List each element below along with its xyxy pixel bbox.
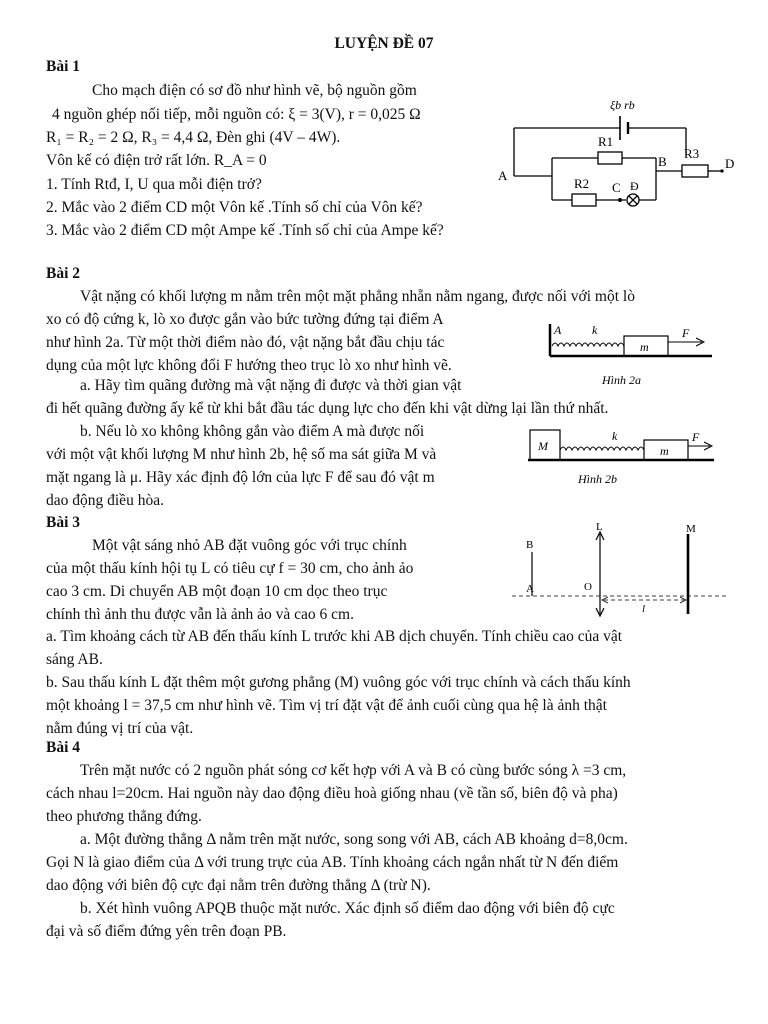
r3-label: R3 — [684, 146, 700, 161]
page-title: LUYỆN ĐỀ 07 — [334, 35, 434, 52]
bai4-line: cách nhau l=20cm. Hai nguồn này dao động điều hoà giống nhau (về tần số, biên độ và pha) — [46, 785, 618, 802]
bai2-line: với một vật khối lượng M như hình 2b, hệ số ma sát giữa M và — [46, 446, 437, 463]
bai3-line: một khoảng l = 37,5 cm như hình vẽ. Tìm vị trí đặt vật để ảnh cuối cùng qua hệ là ảnh thật — [46, 697, 607, 714]
bai3-line: nằm đúng vị trí của vật. — [46, 720, 194, 737]
fig2a-m-label: m — [640, 340, 649, 354]
bai4-line: Trên mặt nước có 2 nguồn phát sóng cơ kết hợp với A và B có cùng bước sóng λ =3 cm, — [80, 762, 627, 779]
bai4-line: a. Một đường thẳng Δ nằm trên mặt nước, song song với AB, cách AB khoảng d=8,0cm. — [80, 831, 628, 848]
bai1-heading: Bài 1 — [46, 58, 81, 75]
point-O-label: O — [584, 581, 592, 593]
bai3-line: chính thì ảnh thu được vẫn là ảnh ảo và cao 6 cm. — [46, 606, 354, 623]
node-c-label: C — [612, 180, 621, 195]
bai2-heading: Bài 2 — [46, 265, 81, 282]
fig2b-f-label: F — [692, 430, 700, 444]
r2-label: R2 — [574, 176, 590, 191]
bai2-line: a. Hãy tìm quãng đường mà vật nặng đi được và thời gian vật — [80, 377, 462, 394]
point-A-label: A — [526, 583, 534, 595]
bai3-heading: Bài 3 — [46, 514, 81, 531]
bai2-line: mặt ngang là μ. Hãy xác định độ lớn của lực F để sau đó vật m — [46, 469, 435, 486]
bai3-line: Một vật sáng nhỏ AB đặt vuông góc với trục chính — [92, 537, 407, 554]
fig2b-k-label: k — [612, 429, 618, 443]
fig2a-a-label: A — [554, 323, 562, 337]
node-b-label: B — [658, 154, 667, 169]
bai1-question: 1. Tính Rtđ, I, U qua mỗi điện trở? — [46, 176, 262, 193]
fig2b-m-label: m — [660, 444, 669, 458]
fig2a-caption: Hình 2a — [602, 373, 641, 387]
bai4-heading: Bài 4 — [46, 739, 81, 756]
fig2a-k-label: k — [592, 323, 598, 337]
bai2-line: dụng của một lực không đổi F hướng theo trục lò xo như hình vẽ. — [46, 357, 452, 374]
bai4-line: đại và số điểm đứng yên trên đoạn PB. — [46, 923, 287, 940]
bai3-line: cao 3 cm. Di chuyển AB một đoạn 10 cm dọc theo trục — [46, 583, 388, 600]
bai3-line: a. Tìm khoảng cách từ AB đến thấu kính L trước khi AB dịch chuyển. Tính chiều cao của vật — [46, 628, 623, 645]
bai3-line: của một thấu kính hội tụ L có tiêu cự f = 30 cm, cho ảnh ảo — [46, 560, 414, 577]
mirror-M-label: M — [686, 523, 696, 535]
bai2-line: xo có độ cứng k, lò xo được gắn vào bức tường đứng tại điểm A — [46, 311, 444, 328]
bai1-line: 4 nguồn ghép nối tiếp, mỗi nguồn có: ξ = 3(V), r = 0,025 Ω — [52, 106, 421, 123]
spring-figure-2b — [526, 426, 716, 488]
point-B-label: B — [526, 539, 534, 551]
bai1-line: Vôn kế có điện trở rất lớn. R_A = 0 — [46, 152, 267, 169]
bai4-line: dao động với biên độ cực đại nằm trên đường thẳng Δ (trừ N). — [46, 877, 431, 894]
bai2-line: đi hết quãng đường ấy kể từ khi bắt đầu tác dụng lực cho đến khi vật dừng lại lần thứ nhất. — [46, 400, 609, 417]
node-d-label: D — [725, 156, 735, 171]
node-d-dot — [720, 169, 723, 172]
source-label: ξb rb — [610, 98, 635, 112]
fig2b-caption: Hình 2b — [578, 472, 617, 486]
lamp-label: Đ — [630, 179, 639, 193]
r1-label: R1 — [598, 134, 614, 149]
spring-figure-2a — [546, 320, 716, 392]
bai2-line: như hình 2a. Từ một thời điểm nào đó, vật nặng bắt đầu chịu tác — [46, 334, 445, 351]
bai1-line: Cho mạch điện có sơ đồ như hình vẽ, bộ nguồn gồm — [92, 82, 417, 99]
fig2a-f-label: F — [682, 326, 690, 340]
bai3-line: b. Sau thấu kính L đặt thêm một gương phẳng (M) vuông góc với trục chính và cách thấu kính — [46, 674, 631, 691]
node-a-label: A — [498, 168, 508, 183]
bai4-line: theo phương thẳng đứng. — [46, 808, 202, 825]
bai2-line: Vật nặng có khối lượng m nằm trên một mặt phẳng nhẵn nằm ngang, được nối với một lò — [80, 288, 635, 305]
bai4-line: b. Xét hình vuông APQB thuộc mặt nước. Xác định số điểm dao động với biên độ cực — [80, 900, 615, 917]
circuit-diagram — [496, 94, 742, 216]
lens-L-label: L — [596, 521, 603, 533]
bai1-question: 3. Mắc vào 2 điểm CD một Ampe kế .Tính số chỉ của Ampe kế? — [46, 222, 444, 239]
bai1-line: R₁ = R₂ = 2 Ω, R₃ = 4,4 Ω, Đèn ghi (4V – 4W). — [46, 129, 341, 146]
distance-l-label: l — [642, 603, 646, 615]
bai2-line: dao động điều hòa. — [46, 492, 164, 509]
fig2b-M-label: M — [538, 439, 548, 453]
lens-diagram — [512, 516, 730, 620]
bai3-line: sáng AB. — [46, 651, 103, 668]
bai2-line: b. Nếu lò xo không không gắn vào điểm A mà được nối — [80, 423, 425, 440]
node-c-dot — [618, 198, 622, 202]
bai1-question: 2. Mắc vào 2 điểm CD một Vôn kế .Tính số chỉ của Vôn kế? — [46, 199, 423, 216]
bai4-line: Gọi N là giao điểm của Δ với trung trực của AB. Tính khoảng cách ngắn nhất từ N đến điểm — [46, 854, 619, 871]
